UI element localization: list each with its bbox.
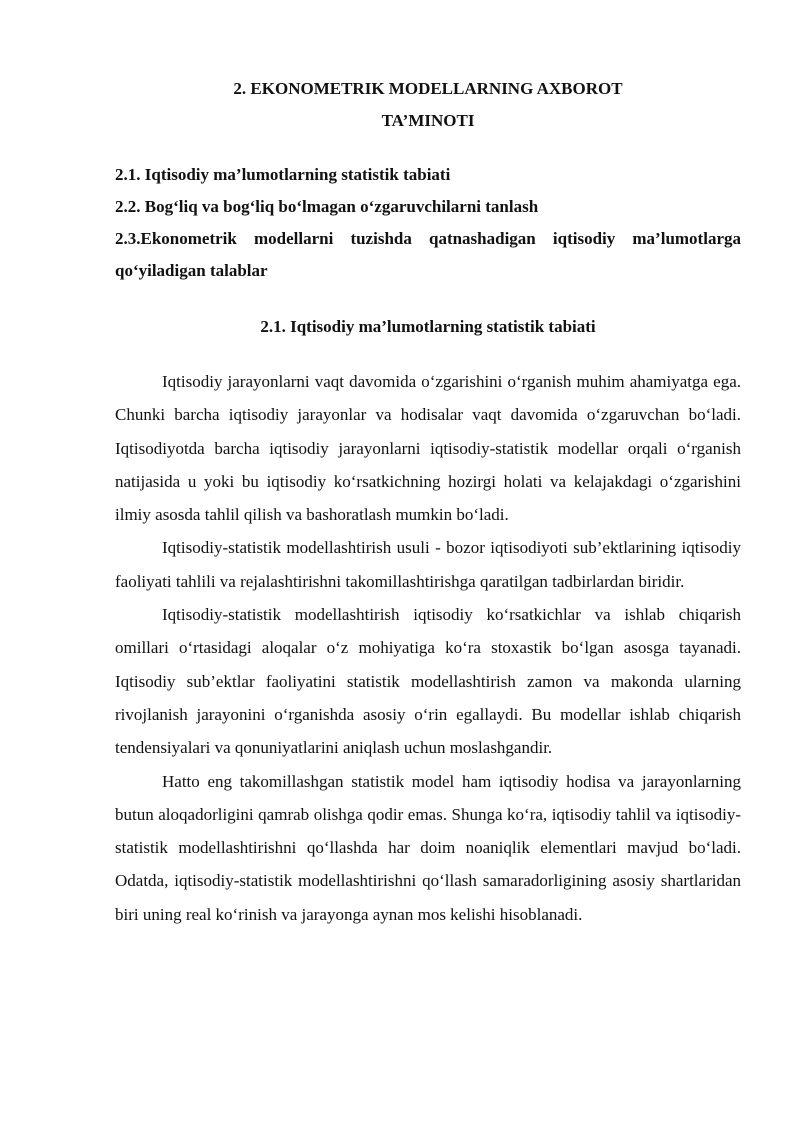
chapter-title-line-2: TA’MINOTI xyxy=(381,111,475,130)
section-list-item: 2.1. Iqtisodiy ma’lumotlarning statistik tabiati xyxy=(115,165,451,184)
section-heading: 2.1. Iqtisodiy ma’lumotlarning statistik tabiati xyxy=(260,317,596,336)
paragraph: Iqtisodiy-statistik modellashtirish usuli - bozor iqtisodiyoti sub’ektlarining iqtisodiy faoliyati tahlili va rejalashtirishni takomillashtirishga qaratilgan tadbirlardan biridir. xyxy=(115,538,741,591)
body-text xyxy=(115,365,741,931)
paragraph: Hatto eng takomillashgan statistik model ham iqtisodiy hodisa va jarayonlarning butun aloqadorligini qamrab olishga qodir emas. Shunga ko‘ra, iqtisodiy tahlil va iqtisodiy-statistik modellashtirishni qo‘llashda har doim noaniqlik elementlari mavjud bo‘ladi. Odatda, iqtisodiy-statistik modellashtirishni qo‘llash samaradorligining asosiy shartlaridan biri uning real ko‘rinish va jarayonga aynan mos kelishi hisoblanadi. xyxy=(115,771,741,924)
paragraph: Iqtisodiy jarayonlarni vaqt davomida o‘zgarishini o‘rganish muhim ahamiyatga ega. Chunki barcha iqtisodiy jarayonlar va hodisalar vaqt davomida o‘zgaruvchan bo‘ladi. Iqtisodiyotda barcha iqtisodiy jarayonlarni iqtisodiy-statistik modellar orqali o‘rganish natijasida u yoki bu iqtisodiy ko‘rsatkichning hozirgi holati va kelajakdagi o‘zgarishini ilmiy asosda tahlil qilish va bashoratlash mumkin bo‘ladi. xyxy=(115,372,741,525)
section-list-item: 2.3.Ekonometrik modellarni tuzishda qatnashadigan iqtisodiy ma’lumotlarga qo‘yiladigan talablar xyxy=(115,229,741,280)
section-list-item: 2.2. Bog‘liq va bog‘liq bo‘lmagan o‘zgaruvchilarni tanlash xyxy=(115,197,539,216)
chapter-title xyxy=(115,73,740,137)
section-list xyxy=(115,159,741,287)
paragraph: Iqtisodiy-statistik modellashtirish iqtisodiy ko‘rsatkichlar va ishlab chiqarish omillari o‘rtasidagi aloqalar o‘z mohiyatiga ko‘ra stoxastik bo‘lgan asosga tayanadi. Iqtisodiy sub’ektlar faoliyatini statistik modellashtirish zamon va makonda ularning rivojlanish jarayonini o‘rganishda asosiy o‘rin egallaydi. Bu modellar ishlab chiqarish tendensiyalari va qonuniyatlarini aniqlash uchun moslashgandir. xyxy=(115,605,741,758)
chapter-title-line-1: 2. EKONOMETRIK MODELLARNING AXBOROT xyxy=(233,79,623,98)
